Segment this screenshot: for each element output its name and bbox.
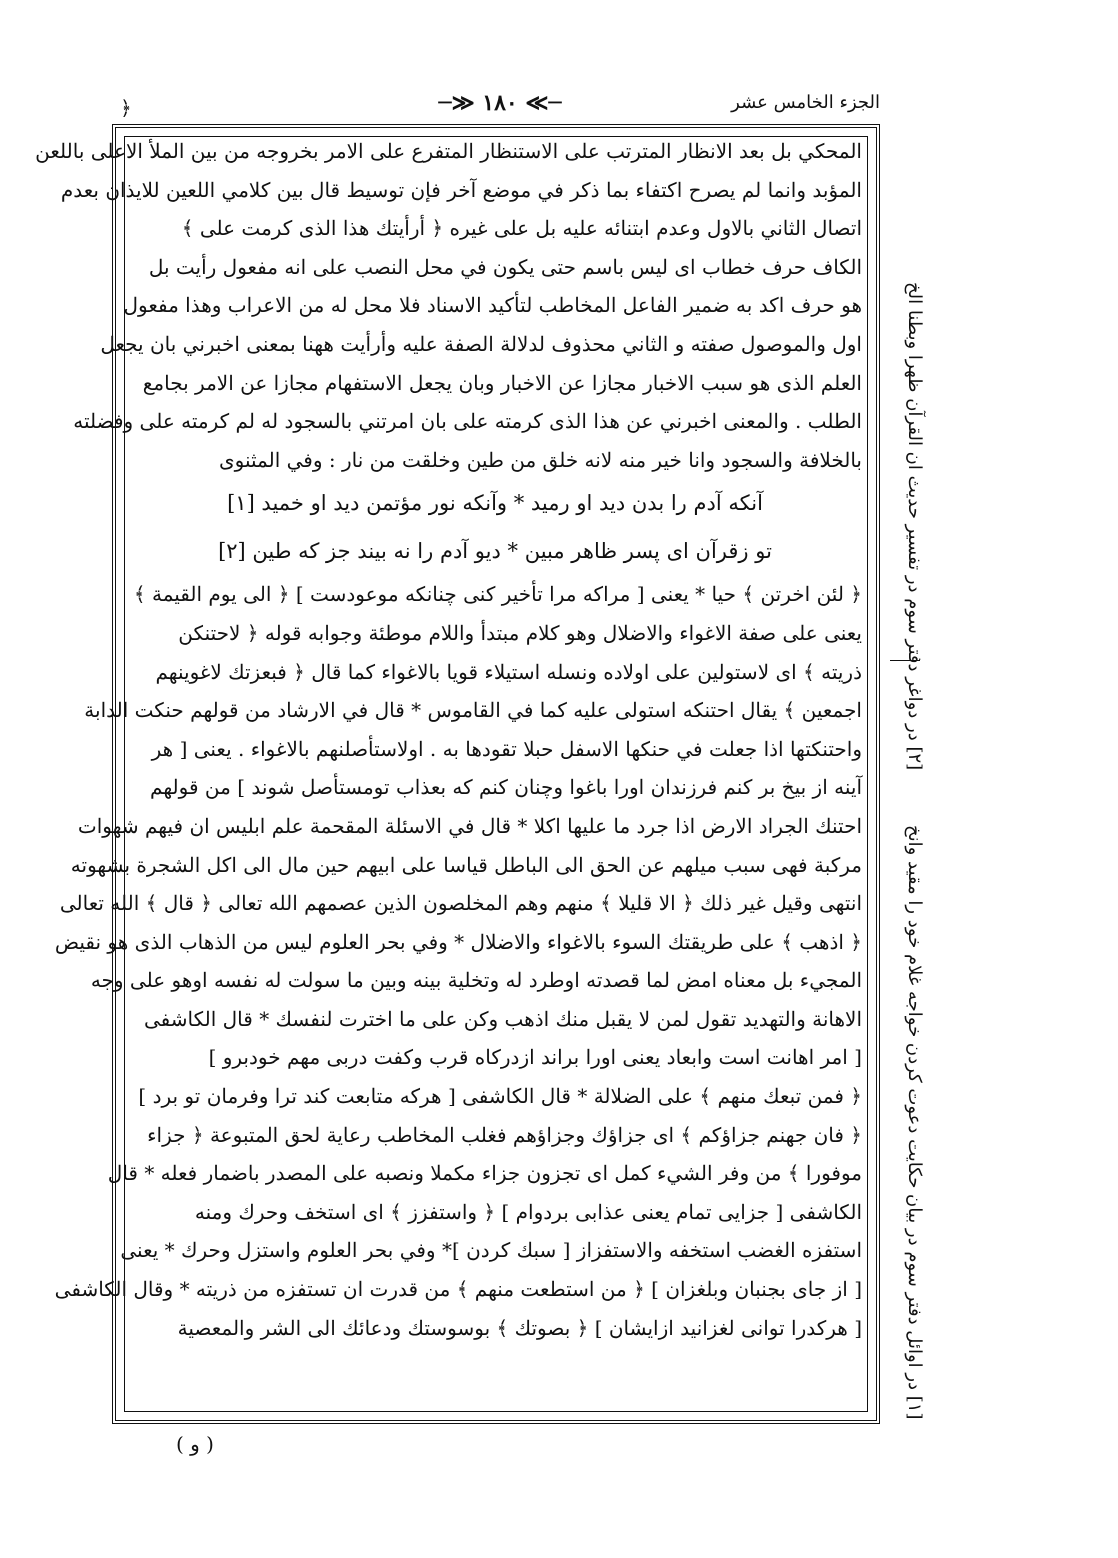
verse-line: تو زقرآن اى پسر ظاهر مبين * ديو آدم را نه بيند جز كه طين [٢] xyxy=(218,539,772,564)
text-line: آينه از بيخ بر كنم فرزندان اورا باغوا وچنان كنم كه بعذاب تومستأصل شوند ] من قولهم xyxy=(150,775,862,800)
main-text xyxy=(35,132,862,1347)
text-line: المحكي بل بعد الانظار المترتب على الاستنظار المتفرع على الامر بخروجه من بين الملأ الاعلى باللعن xyxy=(35,139,862,163)
signature-mark: ( و ) xyxy=(175,1432,214,1456)
verse-line: آنكه آدم را بدن ديد او رميد * وآنكه نور مؤتمن ديد او خميد [١] xyxy=(227,491,763,516)
text-line: مركبة فهى سبب ميلهم عن الحق الى الباطل قياسا على ابيهم حين مال الى اكل الشجرة بشهوته xyxy=(70,852,862,877)
text-line: بالخلافة والسجود وانا خير منه لانه خلق من طين وخلقت من نار : وفي المثنوى xyxy=(219,447,862,472)
text-line: الكاشفى [ جزايى تمام يعنى عذابى بردوام ] ﴿ واستفزز ﴾ اى استخف وحرك ومنه xyxy=(194,1199,862,1224)
text-line: [ هركدرا توانى لغزانيد ازايشان ] ﴿ بصوتك ﴾ بوسوستك ودعائك الى الشر والمعصية xyxy=(177,1315,862,1340)
margin-note-2: [٢] در دواغر دفتر سوم در تفسير حديث ان القرآن ظهرا وبطنا الخ xyxy=(904,281,925,770)
text-line: استفزه الغضب استخفه والاستفزاز [ سبك كردن ]* وفي بحر العلوم واستزل وحرك * يعنى xyxy=(120,1238,862,1263)
text-line: الكاف حرف خطاب اى ليس باسم حتى يكون في محل النصب على انه مفعول رأيت بل xyxy=(148,254,862,279)
text-line: اجمعين ﴾ يقال احتنكه استولى عليه كما في القاموس * قال في الارشاد من قولهم حنكت الدابة xyxy=(84,698,862,723)
text-line: موفورا ﴾ من وفر الشيء كمل اى تجزون جزاء مكملا ونصبه على المصدر باضمار فعله * قال xyxy=(107,1161,862,1186)
text-line: ذريته ﴾ اى لاستولين على اولاده ونسله استيلاء قويا بالاغواء كما قال ﴿ فبعزتك لاغوينهم xyxy=(155,659,862,684)
text-line: يعنى على صفة الاغواء والاضلال وهو كلام مبتدأ واللام موطئة وجوابه قوله ﴿ لاحتنكن xyxy=(178,620,862,645)
margin-note-1: [١] در اوائل دفتر سوم در بيان حكايت دعوت كردن خواجه غلام خود را مقيد وانخ xyxy=(904,825,925,1420)
text-line: ﴿ اذهب ﴾ على طريقتك السوء بالاغواء والاضلال * وفي بحر العلوم ليس من الذهاب الذى هو نقيض xyxy=(54,929,862,954)
text-line: احتنك الجراد الارض اذا جرد ما عليها اكلا * قال في الاسئلة المقحمة علم ابليس ان فيهم شهوات xyxy=(77,813,862,838)
text-line: انتهى وقيل غير ذلك ﴿ الا قليلا ﴾ منهم وهم المخلصون الذين عصمهم الله تعالى ﴿ قال ﴾ الله تعالى xyxy=(59,891,862,916)
text-line: هو حرف اكد به ضمير الفاعل المخاطب لتأكيد الاسناد فلا محل له من الاعراب وهذا مفعول xyxy=(123,293,862,318)
text-line: المجيء بل معناه امض لما قصدته اوطرد له وتخلية بينه وبين ما سولت له نفسه اوهو على وجه xyxy=(90,968,862,993)
text-line: الطلب . والمعنى اخبرني عن هذا الذى كرمته على بان امرتني بالسجود له لم كرمته على وفضلته xyxy=(73,409,862,434)
text-line: العلم الذى هو سبب الاخبار مجازا عن الاخبار وبان يجعل الاستفهام مجازا عن الامر بجامع xyxy=(142,370,862,395)
text-line: [ از جاى بجنبان وبلغزان ] ﴿ من استطعت منهم ﴾ من قدرت ان تستفزه من ذريته * وقال الكاشفى xyxy=(54,1277,862,1302)
margin-divider xyxy=(890,660,920,661)
part-title: الجزء الخامس عشر xyxy=(731,92,880,113)
text-line: [ امر اهانت است وابعاد يعنى اورا براند ازدركاه قرب وكفت دربى مهم خودبرو ] xyxy=(208,1045,862,1070)
text-line: ﴿ لئن اخرتن ﴾ حيا * يعنى [ مراكه مرا تأخير كنى چنانكه موعودست ] ﴿ الى يوم القيمة ﴾ xyxy=(133,582,862,607)
page-number: ─≫ ١٨٠ ≪─ xyxy=(438,90,562,116)
margin-notes xyxy=(885,130,925,1420)
text-line: واحتنكتها اذا جعلت في حنكها الاسفل حبلا تقودها به . اولاستأصلنهم بالاغواء . يعنى [ هر xyxy=(151,736,862,761)
text-line: الاهانة والتهديد تقول لمن لا يقبل منك اذهب وكن على ما اخترت لنفسك * قال الكاشفى xyxy=(143,1006,862,1031)
text-line: ﴿ فان جهنم جزاؤكم ﴾ اى جزاؤك وجزاؤهم فغلب المخاطب رعاية لحق المتبوعة ﴿ جزاء xyxy=(147,1122,862,1147)
page-header xyxy=(120,90,880,124)
text-line: اول والموصول صفته و الثاني محذوف لدلالة الصفة عليه وأرأيت ههنا بمعنى اخبرني بان يجعل xyxy=(100,331,862,356)
header-ornament: ﴿ xyxy=(120,96,132,120)
text-line: المؤبد وانما لم يصرح اكتفاء بما ذكر في موضع آخر فإن توسيط قال بين كلامي اللعين للايذان بعدم xyxy=(60,177,862,202)
text-line: ﴿ فمن تبعك منهم ﴾ على الضلالة * قال الكاشفى [ هركه متابعت كند ترا وفرمان تو برد ] xyxy=(138,1084,862,1109)
text-line: اتصال الثاني بالاول وعدم ابتنائه عليه بل على غيره ﴿ أرأيتك هذا الذى كرمت على ﴾ xyxy=(181,216,862,241)
